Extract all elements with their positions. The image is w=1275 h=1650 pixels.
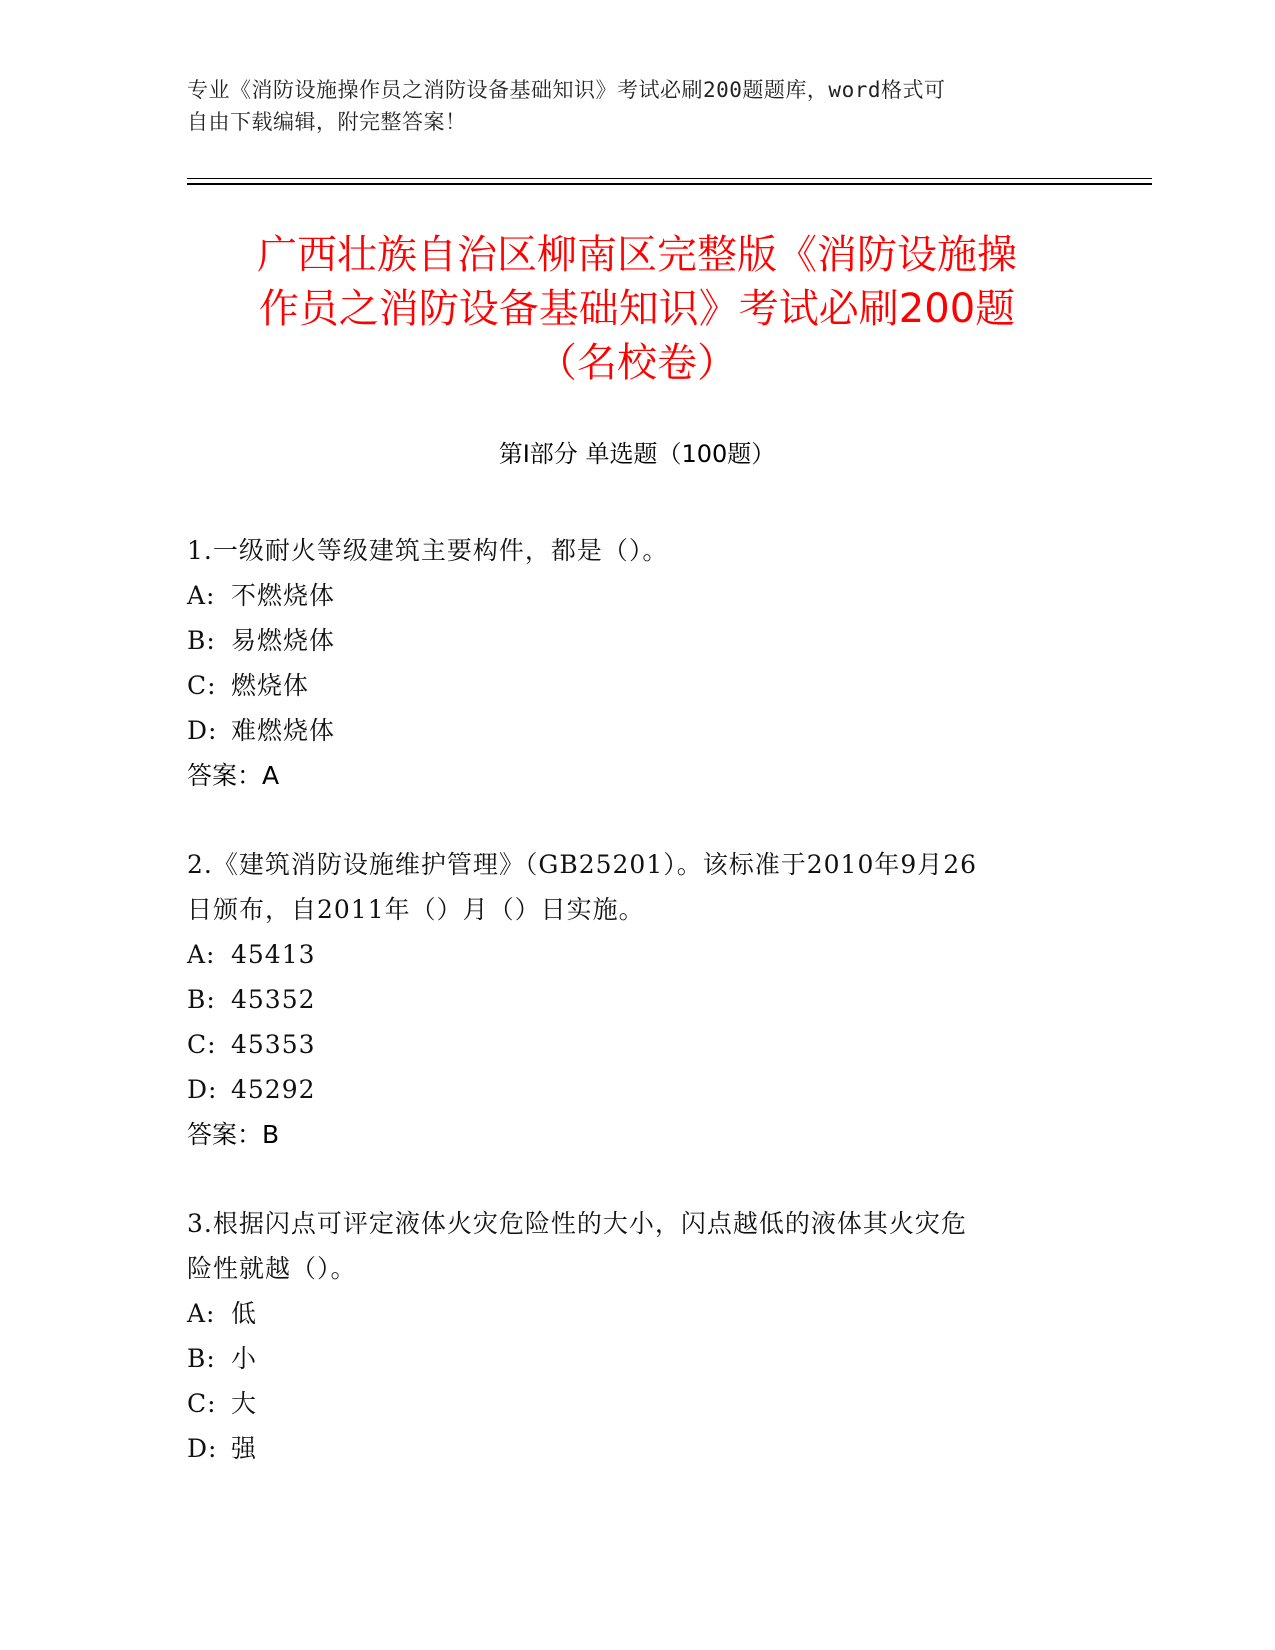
document-title-line-3: （名校卷） — [537, 340, 737, 386]
option-text: 难燃烧体 — [231, 716, 336, 745]
document-title — [187, 228, 1087, 390]
header-divider-thin — [187, 178, 1152, 179]
header-note — [187, 74, 1077, 138]
option-text: 45352 — [231, 985, 316, 1014]
question-stem-line: 险性就越（）。 — [187, 1254, 357, 1283]
option-letter: C: — [187, 1030, 217, 1059]
option-letter: D: — [187, 1434, 218, 1463]
option-a — [187, 1291, 1067, 1336]
question-list — [187, 528, 1067, 1515]
header-note-line-1: 专业《消防设施操作员之消防设备基础知识》考试必刷200题题库，word格式可 — [187, 78, 946, 102]
question-stem — [187, 528, 1067, 573]
header-divider-thick — [187, 183, 1152, 185]
option-letter: A: — [187, 1299, 216, 1328]
option-text: 大 — [231, 1389, 258, 1418]
option-text: 小 — [231, 1344, 258, 1373]
option-a — [187, 573, 1067, 618]
document-title-line-1: 广西壮族自治区柳南区完整版《消防设施操 — [257, 232, 1017, 278]
option-d — [187, 708, 1067, 753]
question-stem-line: 3.根据闪点可评定液体火灾危险性的大小，闪点越低的液体其火灾危 — [187, 1209, 967, 1238]
option-letter: D: — [187, 716, 218, 745]
question-stem-line: 日颁布，自2011年（）月（）日实施。 — [187, 895, 645, 924]
question-2 — [187, 842, 1067, 1157]
question-1 — [187, 528, 1067, 798]
option-text: 45413 — [231, 940, 316, 969]
option-b — [187, 977, 1067, 1022]
option-d — [187, 1067, 1067, 1112]
option-d — [187, 1426, 1067, 1471]
option-text: 不燃烧体 — [231, 581, 336, 610]
question-stem-line: 2.《建筑消防设施维护管理》（GB25201）。该标准于2010年9月26 — [187, 850, 978, 879]
option-text: 强 — [231, 1434, 258, 1463]
option-letter: A: — [187, 581, 216, 610]
option-c — [187, 1381, 1067, 1426]
option-text: 45353 — [231, 1030, 316, 1059]
option-letter: B: — [187, 1344, 216, 1373]
option-c — [187, 1022, 1067, 1067]
option-letter: C: — [187, 671, 217, 700]
option-text: 易燃烧体 — [231, 626, 336, 655]
document-title-line-2: 作员之消防设备基础知识》考试必刷200题 — [258, 286, 1016, 332]
option-letter: A: — [187, 940, 216, 969]
option-letter: B: — [187, 985, 216, 1014]
answer-line: 答案：A — [187, 761, 280, 790]
option-text: 45292 — [231, 1075, 316, 1104]
option-c — [187, 663, 1067, 708]
option-letter: B: — [187, 626, 216, 655]
option-letter: C: — [187, 1389, 217, 1418]
option-b — [187, 1336, 1067, 1381]
question-stem-line: 1.一级耐火等级建筑主要构件，都是（）。 — [187, 536, 669, 565]
question-stem — [187, 842, 1067, 932]
option-b — [187, 618, 1067, 663]
option-text: 低 — [231, 1299, 258, 1328]
header-note-line-2: 自由下载编辑，附完整答案！ — [187, 110, 467, 134]
question-stem — [187, 1201, 1067, 1291]
section-heading: 第Ⅰ部分 单选题（100题） — [498, 440, 776, 468]
answer-line: 答案：B — [187, 1120, 280, 1149]
option-a — [187, 932, 1067, 977]
option-text: 燃烧体 — [231, 671, 310, 700]
option-letter: D: — [187, 1075, 218, 1104]
question-3 — [187, 1201, 1067, 1471]
